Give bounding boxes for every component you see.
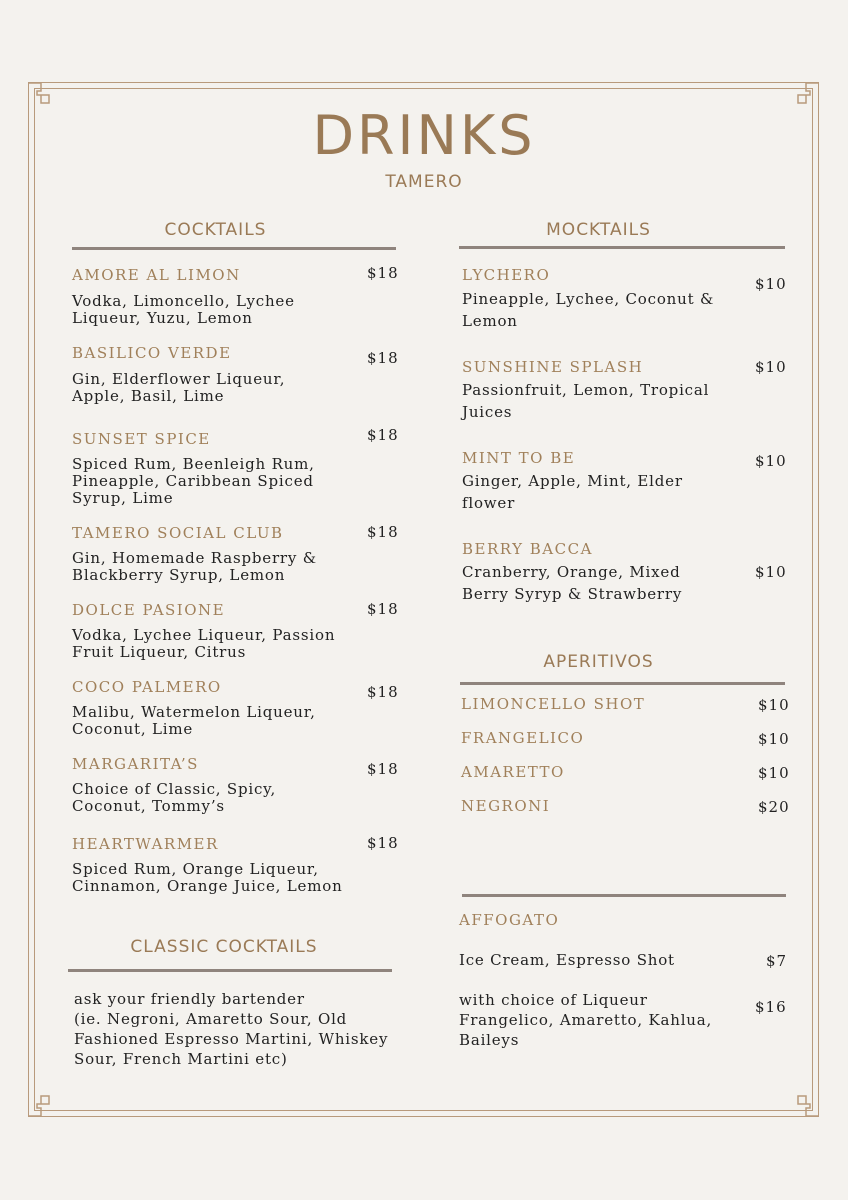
cocktail-price: $18 xyxy=(367,834,399,852)
mocktail-description: Ginger, Apple, Mint, Elder flower xyxy=(462,472,683,512)
corner-ornament-icon xyxy=(28,1095,50,1117)
cocktails-heading: COCKTAILS xyxy=(164,220,267,240)
cocktail-price: $18 xyxy=(367,264,399,282)
aperitivos-heading: APERITIVOS xyxy=(543,652,654,672)
aperitivo-name: NEGRONI xyxy=(461,797,551,815)
section-divider xyxy=(459,246,785,249)
classic-cocktails-text: ask your friendly bartender (ie. Negroni, Amaretto Sour, Old Fashioned Espresso Martini, Whiskey Sour, French Martini etc) xyxy=(74,990,389,1068)
section-divider xyxy=(72,247,396,250)
menu-border-inner xyxy=(34,88,813,1111)
section-divider xyxy=(462,894,786,897)
mocktail-description: Pineapple, Lychee, Coconut & Lemon xyxy=(462,290,715,330)
cocktail-name: HEARTWARMER xyxy=(72,835,219,853)
aperitivo-price: $10 xyxy=(758,764,790,782)
mocktail-price: $10 xyxy=(755,452,787,470)
cocktail-name: TAMERO SOCIAL CLUB xyxy=(72,524,284,542)
cocktail-price: $18 xyxy=(367,683,399,701)
corner-ornament-icon xyxy=(797,1095,819,1117)
aperitivo-name: LIMONCELLO SHOT xyxy=(461,695,646,713)
mocktail-name: SUNSHINE SPLASH xyxy=(462,358,644,376)
cocktail-name: SUNSET SPICE xyxy=(72,430,211,448)
mocktail-price: $10 xyxy=(755,563,787,581)
corner-ornament-icon xyxy=(797,82,819,104)
cocktail-name: DOLCE PASIONE xyxy=(72,601,226,619)
cocktail-name: MARGARITA’S xyxy=(72,755,199,773)
mocktail-name: BERRY BACCA xyxy=(462,540,593,558)
cocktail-description: Gin, Homemade Raspberry & Blackberry Syrup, Lemon xyxy=(72,549,317,584)
mocktail-description: Cranberry, Orange, Mixed Berry Syryp & Strawberry xyxy=(462,563,683,603)
cocktail-description: Spiced Rum, Orange Liqueur, Cinnamon, Orange Juice, Lemon xyxy=(72,860,343,895)
mocktail-description: Passionfruit, Lemon, Tropical Juices xyxy=(462,381,710,421)
aperitivo-price: $10 xyxy=(758,730,790,748)
affogato-price: $16 xyxy=(755,998,787,1016)
section-divider xyxy=(460,682,785,685)
mocktail-price: $10 xyxy=(755,358,787,376)
affogato-description: Ice Cream, Espresso Shot xyxy=(459,951,675,969)
cocktail-description: Vodka, Limoncello, Lychee Liqueur, Yuzu, Lemon xyxy=(72,292,295,327)
cocktail-description: Vodka, Lychee Liqueur, Passion Fruit Liqueur, Citrus xyxy=(72,626,336,661)
cocktail-name: AMORE AL LIMON xyxy=(72,266,241,284)
aperitivo-name: FRANGELICO xyxy=(461,729,585,747)
venue-name: TAMERO xyxy=(385,172,463,192)
cocktail-description: Malibu, Watermelon Liqueur, Coconut, Lime xyxy=(72,703,316,738)
affogato-heading: AFFOGATO xyxy=(459,911,560,929)
page-title: DRINKS xyxy=(312,104,536,167)
mocktails-heading: MOCKTAILS xyxy=(546,220,651,240)
corner-ornament-icon xyxy=(28,82,50,104)
mocktail-name: LYCHERO xyxy=(462,266,551,284)
cocktail-price: $18 xyxy=(367,426,399,444)
cocktail-price: $18 xyxy=(367,523,399,541)
cocktail-description: Gin, Elderflower Liqueur, Apple, Basil, Lime xyxy=(72,370,286,405)
cocktail-name: BASILICO VERDE xyxy=(72,344,232,362)
cocktail-description: Spiced Rum, Beenleigh Rum, Pineapple, Caribbean Spiced Syrup, Lime xyxy=(72,455,315,507)
aperitivo-price: $10 xyxy=(758,696,790,714)
aperitivo-price: $20 xyxy=(758,798,790,816)
cocktail-name: COCO PALMERO xyxy=(72,678,222,696)
cocktail-price: $18 xyxy=(367,760,399,778)
mocktail-price: $10 xyxy=(755,275,787,293)
affogato-price: $7 xyxy=(766,952,788,970)
section-divider xyxy=(68,969,392,972)
cocktail-description: Choice of Classic, Spicy, Coconut, Tommy’s xyxy=(72,780,277,815)
affogato-description: with choice of Liqueur Frangelico, Amaretto, Kahlua, Baileys xyxy=(459,991,713,1049)
cocktail-price: $18 xyxy=(367,349,399,367)
classic-cocktails-heading: CLASSIC COCKTAILS xyxy=(130,937,318,957)
aperitivo-name: AMARETTO xyxy=(461,763,565,781)
mocktail-name: MINT TO BE xyxy=(462,449,576,467)
cocktail-price: $18 xyxy=(367,600,399,618)
